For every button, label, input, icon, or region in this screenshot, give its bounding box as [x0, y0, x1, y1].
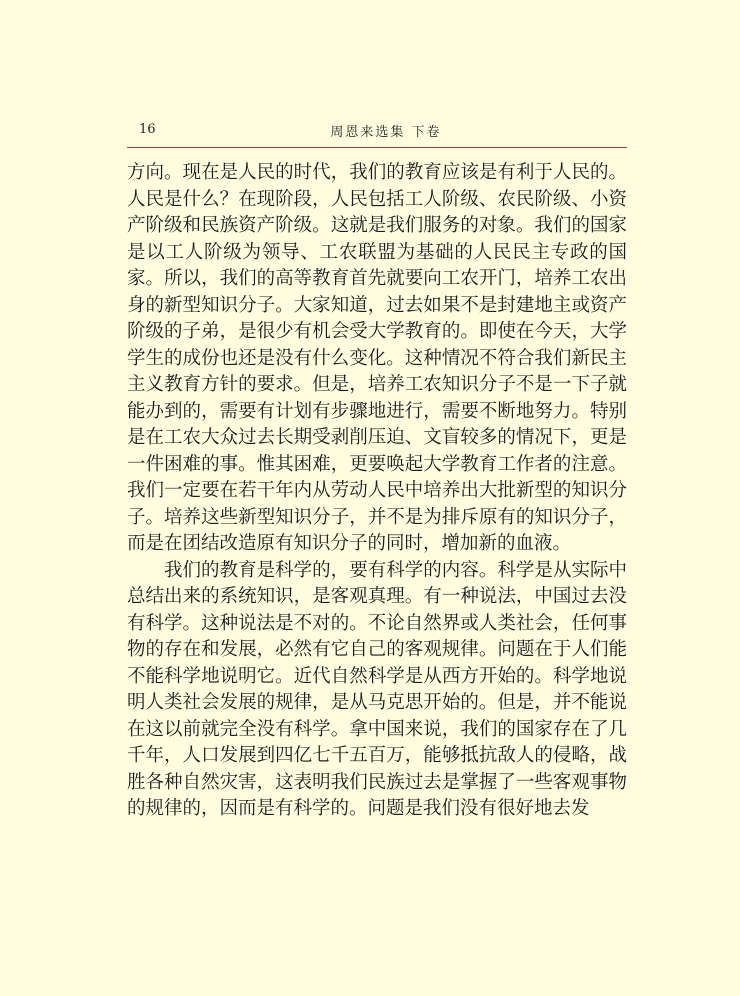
running-title: 周恩来选集 下卷 [330, 125, 442, 140]
paragraph: 我们的教育是科学的，要有科学的内容。科学是从实际中总结出来的系统知识，是客观真理。有一种说法，中国过去没有科学。这种说法是不对的。不论自然界或人类社会，任何事物的存在和发展，必然有它自己的客观规律。问题在于人们能不能科学地说明它。近代自然科学是从西方开始的。科学地说明人类社会发展的规律，是从马克思开始的。但是，并不能说在这以前就完全没有科学。拿中国来说，我们的国家存在了几千年，人口发展到四亿七千五百万，能够抵抗敌人的侵略，战胜各种自然灾害，这表明我们民族过去是掌握了一些客观事物的规律的，因而是有科学的。问题是我们没有很好地去发 [127, 559, 627, 819]
paragraph: 方向。现在是人民的时代，我们的教育应该是有利于人民的。人民是什么？在现阶段，人民包括工人阶级、农民阶级、小资产阶级和民族资产阶级。这就是我们服务的对象。我们的国家是以工人阶级为领导、工农联盟为基础的人民民主专政的国家。所以，我们的高等教育首先就要向工农开门，培养工农出身的新型知识分子。大家知道，过去如果不是封建地主或资产阶级的子弟，是很少有机会受大学教育的。即使在今天，大学学生的成份也还是没有什么变化。这种情况不符合我们新民主主义教育方针的要求。但是，培养工农知识分子不是一下子就能办到的，需要有计划有步骤地进行，需要不断地努力。特别是在工农大众过去长期受剥削压迫、文盲较多的情况下，更是一件困难的事。惟其困难，更要唤起大学教育工作者的注意。我们一定要在若干年内从劳动人民中培养出大批新型的知识分子。培养这些新型知识分子，并不是为排斥原有的知识分子，而是在团结改造原有知识分子的同时，增加新的血液。 [127, 162, 627, 554]
page-number: 16 [139, 122, 156, 137]
page-header [127, 120, 627, 142]
header-rule [127, 147, 627, 148]
body-text [127, 160, 627, 823]
